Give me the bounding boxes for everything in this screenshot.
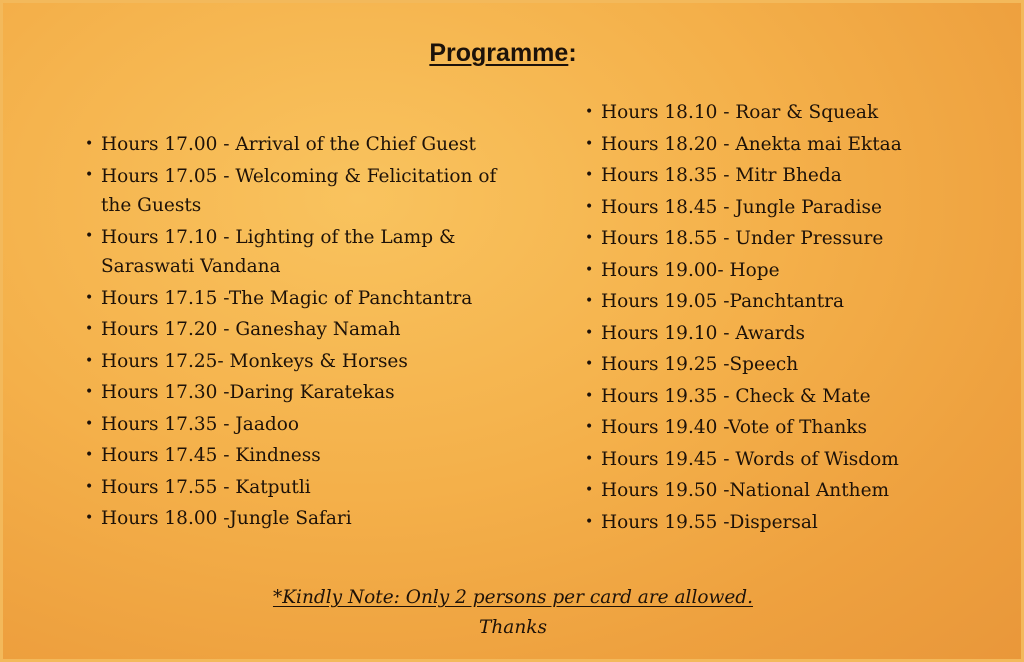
title-colon: : bbox=[568, 39, 577, 67]
title-word: Programme bbox=[429, 39, 569, 67]
list-item: • Hours 17.10 - Lighting of the Lamp & Saraswati Vandana bbox=[85, 222, 525, 283]
list-item: • Hours 17.20 - Ganeshay Namah bbox=[85, 314, 525, 346]
list-item: • Hours 18.20 - Anekta mai Ektaa bbox=[585, 129, 1005, 161]
list-item: • Hours 17.25- Monkeys & Horses bbox=[85, 346, 525, 378]
list-item: • Hours 19.00- Hope bbox=[585, 255, 1005, 287]
schedule-right-list bbox=[585, 97, 1005, 538]
list-item: • Hours 18.10 - Roar & Squeak bbox=[585, 97, 1005, 129]
list-item: • Hours 19.25 -Speech bbox=[585, 349, 1005, 381]
list-item: • Hours 19.55 -Dispersal bbox=[585, 507, 1005, 539]
schedule-left-list bbox=[85, 129, 525, 535]
list-item: • Hours 17.00 - Arrival of the Chief Guest bbox=[85, 129, 525, 161]
list-item: • Hours 19.50 -National Anthem bbox=[585, 475, 1005, 507]
list-item: • Hours 18.45 - Jungle Paradise bbox=[585, 192, 1005, 224]
list-item: • Hours 17.35 - Jaadoo bbox=[85, 409, 525, 441]
list-item: • Hours 19.40 -Vote of Thanks bbox=[585, 412, 1005, 444]
list-item: • Hours 17.15 -The Magic of Panchtantra bbox=[85, 283, 525, 315]
list-item: • Hours 18.55 - Under Pressure bbox=[585, 223, 1005, 255]
list-item: • Hours 19.45 - Words of Wisdom bbox=[585, 444, 1005, 476]
list-item: • Hours 19.10 - Awards bbox=[585, 318, 1005, 350]
list-item: • Hours 18.00 -Jungle Safari bbox=[85, 503, 525, 535]
attendance-note: *Kindly Note: Only 2 persons per card are allowed. bbox=[272, 587, 754, 608]
list-item: • Hours 19.35 - Check & Mate bbox=[585, 381, 1005, 413]
list-item: • Hours 17.30 -Daring Karatekas bbox=[85, 377, 525, 409]
list-item: • Hours 19.05 -Panchtantra bbox=[585, 286, 1005, 318]
list-item: • Hours 18.35 - Mitr Bheda bbox=[585, 160, 1005, 192]
page-title bbox=[3, 39, 1003, 68]
list-item: • Hours 17.55 - Katputli bbox=[85, 472, 525, 504]
list-item: • Hours 17.05 - Welcoming & Felicitation of the Guests bbox=[85, 161, 525, 222]
thanks-text: Thanks bbox=[479, 617, 547, 638]
list-item: • Hours 17.45 - Kindness bbox=[85, 440, 525, 472]
